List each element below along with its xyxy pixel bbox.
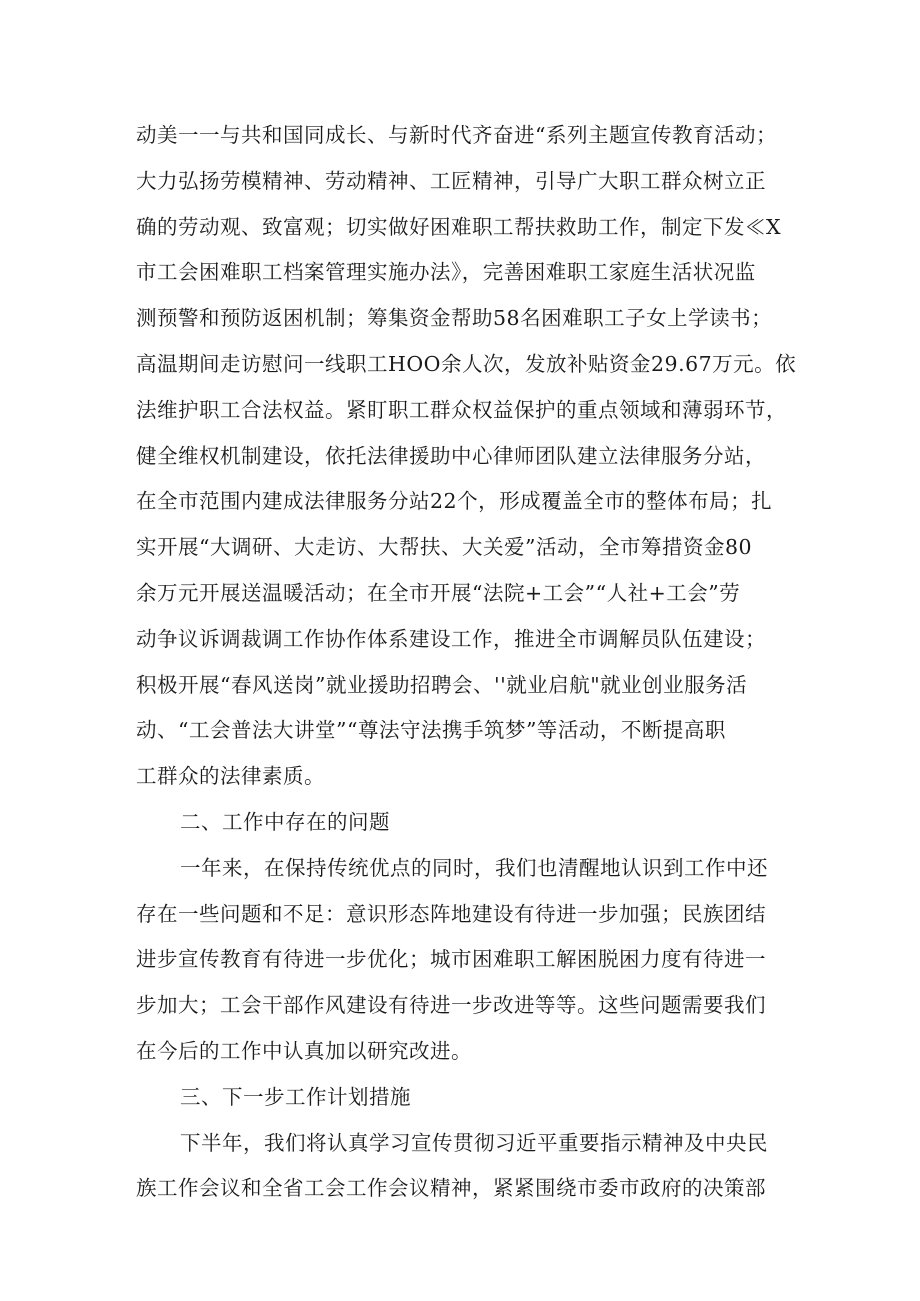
body-line: 族工作会议和全省工会工作会议精神，紧紧围绕市委市政府的决策部 (136, 1176, 766, 1201)
body-line: 积极开展“春风送岗”就业援助招聘会、''就业启航"就业创业服务活 (136, 672, 748, 697)
body-line: 一年来，在保持传统优点的同时，我们也清醒地认识到工作中还 (180, 855, 768, 880)
body-line: 动、“工会普法大讲堂”“尊法守法携手筑梦”等活动，不断提高职 (136, 718, 726, 743)
body-line: 工群众的法律素质。 (136, 764, 325, 789)
body-line: 存在一些问题和不足：意识形态阵地建设有待进一步加强；民族团结 (136, 901, 766, 926)
body-line: 法维护职工合法权益。紧盯职工群众权益保护的重点领域和薄弱环节， (136, 397, 787, 422)
body-line: 在今后的工作中认真加以研究改进。 (136, 1038, 472, 1063)
body-line: 进步宣传教育有待进一步优化；城市困难职工解困脱困力度有待进一 (136, 947, 766, 972)
body-line: 大力弘扬劳模精神、劳动精神、工匠精神，引导广大职工群众树立正 (136, 168, 766, 193)
body-line: 余万元开展送温暖活动；在全市开展“法院+工会”“人社+工会”劳 (136, 580, 741, 605)
body-line: 在全市范围内建成法律服务分站22个，形成覆盖全市的整体布局；扎 (136, 489, 773, 514)
section-heading: 二、工作中存在的问题 (180, 809, 390, 834)
document-body (136, 113, 796, 1212)
body-line: 高温期间走访慰问一线职工HOO余人次，发放补贴资金29.67万元。依 (136, 351, 797, 376)
body-line: 实开展“大调研、大走访、大帮扶、大关爱”活动，全市筹措资金80 (136, 535, 753, 560)
body-line: 动美一一与共和国同成长、与新时代齐奋进“系列主题宣传教育活动； (136, 123, 777, 147)
body-line: 市工会困难职工档案管理实施办法》，完善困难职工家庭生活状况监 (136, 260, 756, 285)
body-line: 测预警和预防返困机制；筹集资金帮助58名困难职工子女上学读书； (136, 306, 773, 331)
body-line: 健全维权机制建设，依托法律援助中心律师团队建立法律服务分站， (136, 443, 766, 468)
body-line: 步加大；工会干部作风建设有待进一步改进等等。这些问题需要我们 (136, 993, 766, 1018)
section-heading: 三、下一步工作计划措施 (180, 1084, 411, 1109)
body-line: 确的劳动观、致富观；切实做好困难职工帮扶救助工作，制定下发≪X (136, 214, 782, 239)
body-line: 下半年，我们将认真学习宣传贯彻习近平重要指示精神及中央民 (180, 1130, 768, 1155)
body-line: 动争议诉调裁调工作协作体系建设工作，推进全市调解员队伍建设； (136, 626, 766, 651)
